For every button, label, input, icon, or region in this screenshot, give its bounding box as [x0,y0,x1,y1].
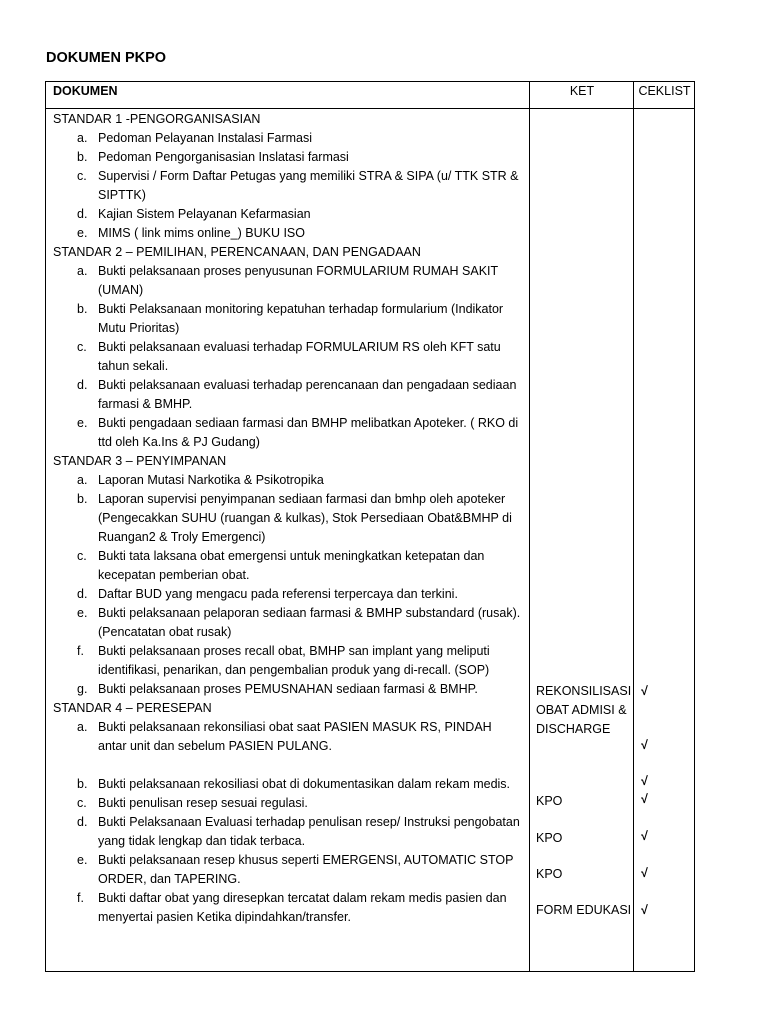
list-item [53,148,523,167]
item-text: Bukti pelaksanaan pelaporan sediaan farmasi & BMHP substandard (rusak). (Pencatatan obat rusak) [98,606,521,639]
item-text: Bukti pelaksanaan rekosiliasi obat di dokumentasikan dalam rekam medis. [98,777,511,791]
item-text: MIMS ( link mims online_) BUKU ISO [98,226,305,240]
item-letter: a. [77,131,88,145]
item-letter: e. [77,226,88,240]
header-ket: KET [569,84,595,98]
item-list [53,262,523,452]
list-item [53,851,523,889]
list-item [53,547,523,585]
list-item [53,471,523,490]
item-letter: b. [77,777,88,791]
list-item [53,718,523,756]
item-text: Bukti pelaksanaan proses PEMUSNAHAN sediaan farmasi & BMHP. [98,682,478,696]
item-letter: b. [77,492,88,506]
item-letter: c. [77,169,87,183]
checkmark-icon: √ [641,684,648,698]
item-letter: f. [77,891,84,905]
item-letter: a. [77,720,88,734]
item-text: Pedoman Pelayanan Instalasi Farmasi [98,131,313,145]
item-letter: d. [77,587,88,601]
item-text: Bukti pelaksanaan evaluasi terhadap FORMULARIUM RS oleh KFT satu tahun sekali. [98,340,501,373]
item-list [53,718,523,927]
checkmark-icon: √ [641,903,648,917]
item-text: Supervisi / Form Daftar Petugas yang memiliki STRA & SIPA (u/ TTK STR & SIPTTK) [98,169,519,202]
list-item [53,167,523,205]
list-item [53,300,523,338]
item-text: Pedoman Pengorganisasian Inslatasi farmasi [98,150,349,164]
section-heading: STANDAR 2 – PEMILIHAN, PERENCANAAN, DAN PENGADAAN [53,245,421,259]
item-text: Laporan Mutasi Narkotika & Psikotropika [98,473,324,487]
item-letter: d. [77,207,88,221]
item-text: Bukti Pelaksanaan Evaluasi terhadap penulisan resep/ Instruksi pengobatan yang tidak lengkap dan tidak terbaca. [98,815,520,848]
item-letter: a. [77,473,88,487]
item-text: Kajian Sistem Pelayanan Kefarmasian [98,207,311,221]
item-text: Bukti pelaksanaan rekonsiliasi obat saat PASIEN MASUK RS, PINDAH antar unit dan sebelum PASIEN PULANG. [98,720,492,753]
header-ceklist: CEKLIST [638,84,691,98]
list-item [53,813,523,851]
item-letter: b. [77,150,88,164]
item-letter: f. [77,644,84,658]
list-item [53,889,523,927]
item-text: Bukti pelaksanaan proses recall obat, BMHP san implant yang meliputi identifikasi, penarikan, dan pengembalian produk yang di-recall. (SOP) [98,644,490,677]
item-text: Daftar BUD yang mengacu pada referensi terpercaya dan terkini. [98,587,458,601]
item-letter: c. [77,549,87,563]
checkmark-icon: √ [641,738,648,752]
list-item [53,642,523,680]
item-text: Bukti pelaksanaan proses penyusunan FORMULARIUM RUMAH SAKIT (UMAN) [98,264,498,297]
list-item [53,224,523,243]
dokumen-column [53,110,523,927]
item-text: Bukti pelaksanaan resep khusus seperti EMERGENSI, AUTOMATIC STOP ORDER, dan TAPERING. [98,853,514,886]
document-title: DOKUMEN PKPO [46,50,167,66]
item-letter: g. [77,682,88,696]
item-text: Bukti daftar obat yang diresepkan tercatat dalam rekam medis pasien dan menyertai pasien Ketika dipindahkan/transfer. [98,891,507,924]
item-letter: d. [77,378,88,392]
column-divider-ceklist [633,82,634,971]
item-text: Bukti pelaksanaan evaluasi terhadap perencanaan dan pengadaan sediaan farmasi & BMHP. [98,378,517,411]
section-heading: STANDAR 3 – PENYIMPANAN [53,454,227,468]
item-letter: c. [77,796,87,810]
pkpo-table [45,81,695,972]
list-item [53,376,523,414]
item-letter: e. [77,606,88,620]
item-text: Laporan supervisi penyimpanan sediaan farmasi dan bmhp oleh apoteker (Pengecakkan SUHU (ruangan & kulkas), Stok Persediaan Obat&BMHP di Ruangan2 & Troly Emergenci) [98,492,512,544]
header-dokumen: DOKUMEN [53,84,118,98]
item-list [53,129,523,243]
item-text: Bukti pengadaan sediaan farmasi dan BMHP melibatkan Apoteker. ( RKO di ttd oleh Ka.Ins & PJ Gudang) [98,416,519,449]
ket-note: KPO [536,831,563,845]
header-divider [46,108,694,109]
item-text: Bukti Pelaksanaan monitoring kepatuhan terhadap formularium (Indikator Mutu Prioritas) [98,302,504,335]
item-list [53,471,523,699]
list-item [53,414,523,452]
section-heading: STANDAR 4 – PERESEPAN [53,701,212,715]
item-text: Bukti tata laksana obat emergensi untuk meningkatkan ketepatan dan kecepatan pemberian obat. [98,549,485,582]
item-letter: e. [77,416,88,430]
ket-note: KPO [536,867,563,881]
item-letter: b. [77,302,88,316]
list-item [53,338,523,376]
ket-note: FORM EDUKASI [536,903,632,917]
list-item [53,205,523,224]
list-item [53,129,523,148]
checkmark-icon: √ [641,774,648,788]
list-item [53,262,523,300]
ket-note: KPO [536,794,563,808]
checkmark-icon: √ [641,792,648,806]
list-item [53,490,523,547]
blank-line [53,756,523,775]
checkmark-icon: √ [641,829,648,843]
list-item [53,604,523,642]
list-item [53,680,523,699]
ket-note: REKONSILISASI OBAT ADMISI & DISCHARGE [536,684,632,736]
column-divider-ket [529,82,530,971]
section-heading: STANDAR 1 -PENGORGANISASIAN [53,112,261,126]
list-item [53,794,523,813]
item-letter: a. [77,264,88,278]
list-item [53,775,523,794]
checkmark-icon: √ [641,866,648,880]
item-letter: e. [77,853,88,867]
item-letter: c. [77,340,87,354]
list-item [53,585,523,604]
item-text: Bukti penulisan resep sesuai regulasi. [98,796,308,810]
item-letter: d. [77,815,88,829]
